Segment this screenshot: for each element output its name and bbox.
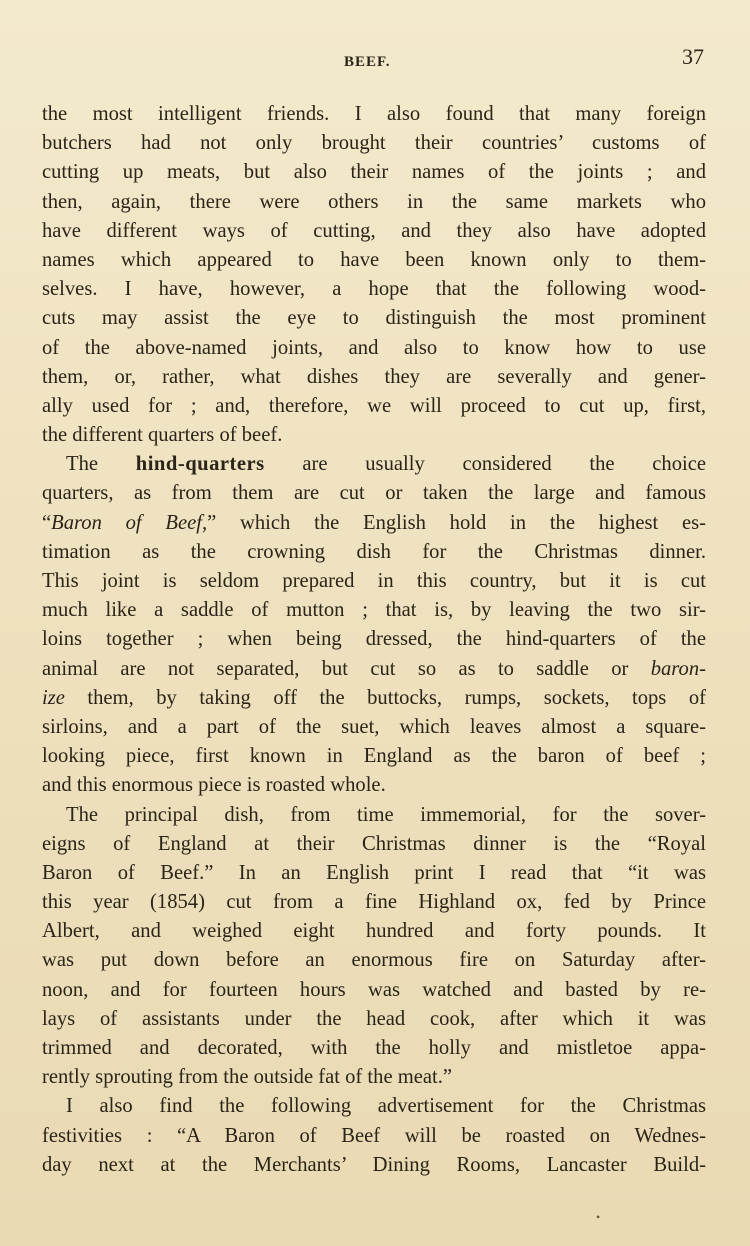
text-run: them, by taking off the buttocks, rumps, sockets, tops of — [64, 686, 706, 709]
text-line: eigns of England at their Christmas dinner is the “Royal — [42, 832, 706, 855]
text-line: them, or, rather, what dishes they are severally and gener- — [42, 365, 706, 388]
text-line: the most intelligent friends. I also found that many foreign — [42, 103, 706, 125]
text-line: noon, and for fourteen hours was watched and basted by re- — [42, 978, 706, 1001]
text-run: animal are not separated, but cut so as to saddle or — [42, 657, 651, 680]
italic-term: ize — [42, 686, 65, 709]
italic-term: baron- — [650, 657, 706, 680]
page-number: 37 — [682, 44, 704, 69]
bold-term: hind-quarters — [135, 453, 265, 476]
text-line: this year (1854) cut from a fine Highland ox, fed by Prince — [42, 891, 706, 914]
text-line: lays of assistants under the head cook, after which it was — [42, 1007, 706, 1030]
text-line: quarters, as from them are cut or taken the large and famous — [42, 482, 706, 505]
text-run: The — [66, 453, 136, 476]
text-line: looking piece, first known in England as the baron of beef ; — [42, 745, 706, 768]
text-line: sirloins, and a part of the suet, which leaves almost a square- — [42, 715, 706, 738]
text-line: names which appeared to have been known only to them- — [42, 248, 706, 271]
text-line: rently sprouting from the outside fat of the meat.” — [42, 1066, 453, 1089]
text-line: the different quarters of beef. — [42, 424, 283, 447]
text-line: loins together ; when being dressed, the hind-quarters of the — [42, 628, 706, 651]
text-line: cuts may assist the eye to distinguish the most prominent — [42, 307, 706, 330]
text-line: day next at the Merchants’ Dining Rooms, Lancaster Build- — [42, 1153, 706, 1176]
text-line: and this enormous piece is roasted whole. — [42, 774, 386, 797]
text-line: This joint is seldom prepared in this country, but it is cut — [42, 570, 706, 592]
text-line: Albert, and weighed eight hundred and forty pounds. It — [42, 920, 706, 943]
text-line: selves. I have, however, a hope that the following wood- — [42, 278, 706, 301]
text-run: “ — [42, 511, 52, 534]
text-run: ” which the English hold in the highest es- — [207, 511, 706, 534]
body-text — [42, 100, 706, 1180]
text-line: Baron of Beef.” In an English print I read that “it was — [42, 861, 706, 884]
print-mark: • — [596, 1210, 601, 1224]
text-line — [42, 684, 706, 713]
text-line: of the above-named joints, and also to know how to use — [42, 336, 706, 359]
text-line: ally used for ; and, therefore, we will proceed to cut up, first, — [42, 394, 706, 417]
text-line — [42, 450, 706, 479]
text-line — [42, 655, 706, 684]
text-line: was put down before an enormous fire on Saturday after- — [42, 949, 706, 972]
text-line: I also find the following advertisement for the Christmas — [66, 1095, 706, 1118]
text-line: The principal dish, from time immemorial, for the sover- — [66, 803, 706, 826]
text-line: butchers had not only brought their countries’ customs of — [42, 132, 706, 155]
text-line: much like a saddle of mutton ; that is, by leaving the two sir- — [42, 599, 706, 622]
italic-term: Baron of Beef, — [51, 511, 208, 534]
text-line: then, again, there were others in the same markets who — [42, 190, 706, 213]
text-line: cutting up meats, but also their names of the joints ; and — [42, 161, 706, 184]
running-head: BEEF. — [344, 54, 391, 70]
text-line — [42, 509, 706, 538]
text-line: timation as the crowning dish for the Christmas dinner. — [42, 540, 706, 563]
text-run: are usually considered the choice — [264, 453, 707, 476]
text-line: have different ways of cutting, and they also have adopted — [42, 219, 706, 242]
text-line: festivities : “A Baron of Beef will be roasted on Wednes- — [42, 1124, 706, 1147]
text-line: trimmed and decorated, with the holly and mistletoe appa- — [42, 1037, 706, 1059]
